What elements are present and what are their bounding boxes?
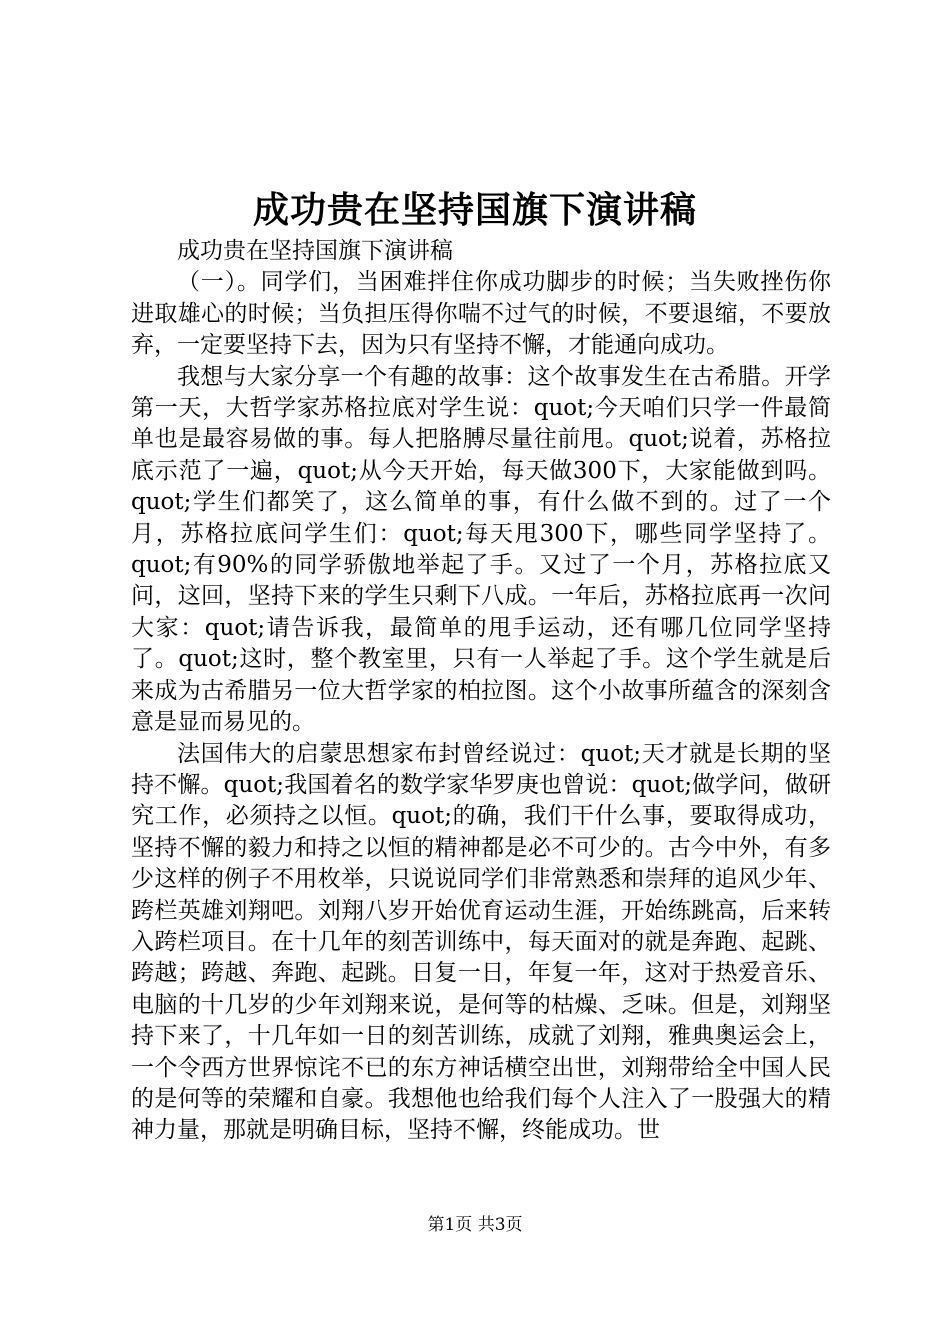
document-title: 成功贵在坚持国旗下演讲稿: [252, 189, 697, 231]
paragraph-socrates-story: 我想与大家分享一个有趣的故事：这个故事发生在古希腊。开学第一天，大哲学家苏格拉底对学生说：quot;今天咱们只学一件最简单也是最容易做的事。每人把胳膊尽量往前甩。quot;说着，苏格拉底示范了一遍，quot;从今天开始，每天做300下，大家能做到吗。quot;学生们都笑了，这么简单的事，有什么做不到的。过了一个月，苏格拉底问学生们：quot;每天甩300下，哪些同学坚持了。quot;有90%的同学骄傲地举起了手。又过了一个月，苏格拉底又问，这回，坚持下来的学生只剩下八成。一年后，苏格拉底再一次问大家：quot;请告诉我，最简单的甩手运动，还有哪几位同学坚持了。quot;这时，整个教室里，只有一人举起了手。这个学生就是后来成为古希腊另一位大哲学家的柏拉图。这个小故事所蕴含的深刻含意是显而易见的。: [131, 363, 831, 736]
paragraph-intro: （一）。同学们，当困难拌住你成功脚步的时候；当失败挫伤你进取雄心的时候；当负担压得你喘不过气的时候，不要退缩，不要放弃，一定要坚持下去，因为只有坚持不懈，才能通向成功。: [131, 269, 831, 359]
document-body: [131, 236, 831, 1147]
paragraph-subtitle: 成功贵在坚持国旗下演讲稿: [177, 238, 453, 264]
page-number-footer: 第1页 共3页: [427, 1215, 523, 1235]
paragraph-liu-xiang: 法国伟大的启蒙思想家布封曾经说过：quot;天才就是长期的坚持不懈。quot;我国着名的数学家华罗庚也曾说：quot;做学问，做研究工作，必须持之以恒。quot;的确，我们干什么事，要取得成功，坚持不懈的毅力和持之以恒的精神都是必不可少的。古今中外，有多少这样的例子不用枚举，只说说同学们非常熟悉和崇拜的追风少年、跨栏英雄刘翔吧。刘翔八岁开始优育运动生涯，开始练跳高，后来转入跨栏项目。在十几年的刻苦训练中，每天面对的就是奔跑、起跳、跨越；跨越、奔跑、起跳。日复一日，年复一年，这对于热爱音乐、电脑的十几岁的少年刘翔来说，是何等的枯燥、乏味。但是，刘翔坚持下来了，十几年如一日的刻苦训练，成就了刘翔，雅典奥运会上，一个令西方世界惊诧不已的东方神话横空出世，刘翔带给全中国人民的是何等的荣耀和自豪。我想他也给我们每个人注入了一股强大的精神力量，那就是明确目标，坚持不懈，终能成功。世: [131, 740, 831, 1144]
